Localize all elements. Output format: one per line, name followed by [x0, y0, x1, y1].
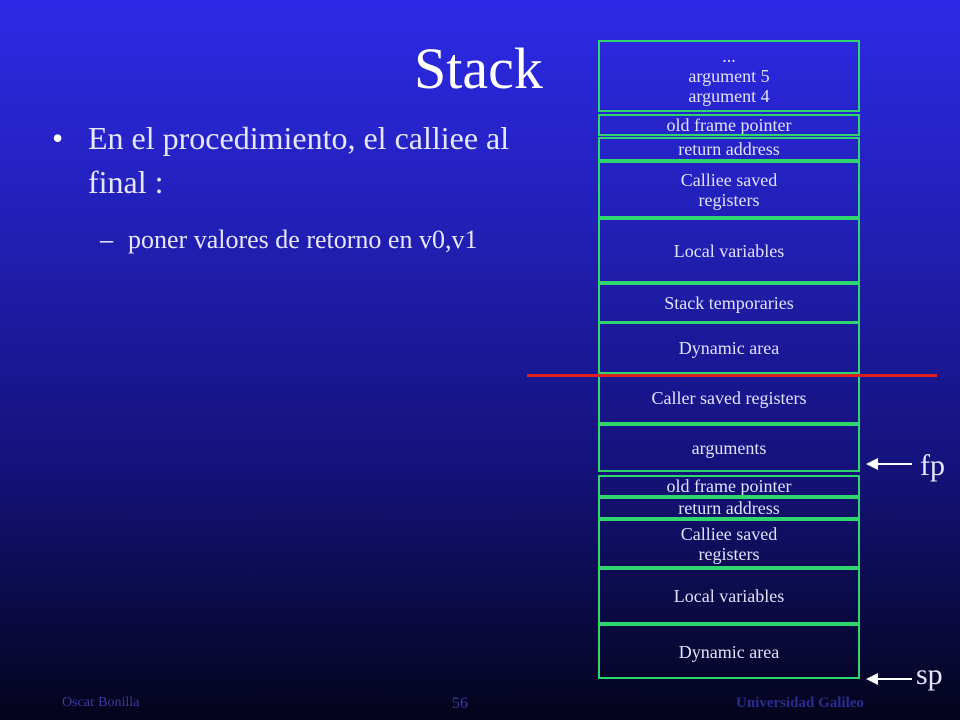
stack-frame-box [598, 161, 860, 218]
stack-frame-label: Calliee saved [680, 169, 778, 190]
stack-frame-box [598, 475, 860, 497]
stack-frame-label: Local variables [673, 586, 785, 606]
fp-label: fp [920, 449, 945, 482]
stack-frame-box [598, 40, 860, 112]
stack-frame-box [598, 624, 860, 679]
footer-page-number: 56 [452, 695, 468, 712]
stack-frame-label: argument 4 [688, 86, 770, 106]
slide-title: Stack [414, 36, 543, 101]
stack-frame-box [598, 497, 860, 519]
sp-label: sp [916, 658, 943, 691]
stack-frame-box [598, 114, 860, 136]
stack-frame-box [598, 137, 860, 161]
stack-frame-label: return address [678, 139, 780, 159]
footer-institution: Universidad Galileo [736, 695, 864, 711]
stack-frame-label: old frame pointer [666, 476, 792, 496]
stack-frame-label: argument 5 [688, 66, 770, 86]
stack-frame-box [598, 519, 860, 568]
sub-bullet-text: poner valores de retorno en v0,v1 [128, 225, 478, 254]
stack-frame-label: Dynamic area [678, 338, 780, 358]
sub-bullet-marker: – [100, 225, 113, 254]
stack-frame-label: registers [698, 543, 760, 564]
stack-frame-label: Local variables [673, 240, 785, 261]
stack-frame-box [598, 568, 860, 624]
stack-frame-label: old frame pointer [666, 115, 792, 135]
stack-frame-label: Stack temporaries [664, 293, 794, 313]
bullet-marker: • [52, 120, 64, 156]
sp-arrow-icon [866, 672, 912, 686]
bullet-text: En el procedimiento, el calliee al final : [88, 120, 510, 200]
footer-author: Oscar Bonilla [62, 695, 140, 710]
stack-frame-box [598, 374, 860, 424]
stack-frame-label: Calliee saved [680, 523, 778, 544]
stack-frame-label: registers [698, 189, 760, 210]
stack-frame-box [598, 218, 860, 283]
stack-frame-label: Dynamic area [678, 641, 780, 662]
stack-frame-label: return address [678, 498, 780, 518]
frame-divider-line [527, 374, 937, 377]
stack-frame-box [598, 424, 860, 472]
stack-frame-label: arguments [691, 438, 767, 458]
stack-frame-box [598, 322, 860, 374]
stack-frame-label: ... [722, 46, 736, 66]
fp-arrow-icon [866, 457, 912, 471]
stack-frame-box [598, 283, 860, 323]
stack-frame-label: Caller saved registers [651, 388, 807, 408]
